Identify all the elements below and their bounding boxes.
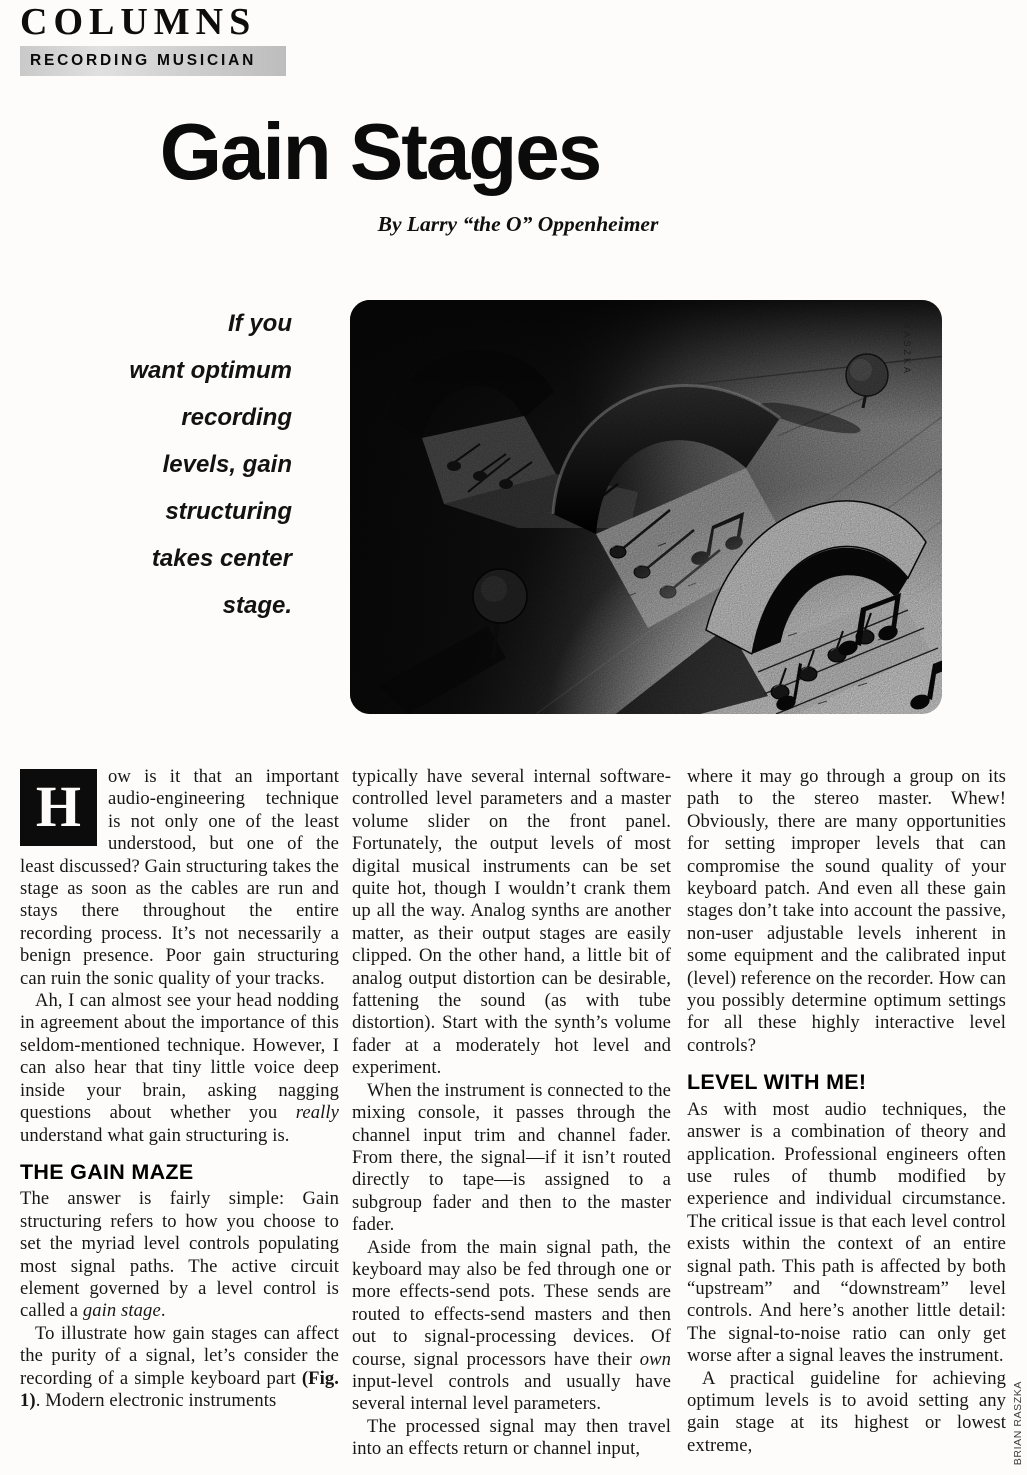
pull-quote [78,300,292,629]
body-paragraph: H ow is it that an important audio-engineering technique is not only one of the least understood, but one of the least discussed? Gain structuring takes the stage as soon as the cables are run and stays there throughout the entire recording process. It’s not necessarily a benign presence. Poor gain structuring can ruin the sonic quality of your tracks. [20,766,339,989]
article-illustration [348,296,946,720]
kicker-bar [20,46,286,76]
illustration-drawing [348,296,946,720]
body-paragraph: The answer is fairly simple: Gain structuring refers to how you choose to set the myriad level controls populating most signal paths. The active circuit element governed by a level control is called a gain stage. [20,1188,339,1322]
body-paragraph: To illustrate how gain stages can affect the purity of a signal, let’s consider the recording of a simple keyboard part (Fig. 1). Modern electronic instruments [20,1322,339,1411]
body-paragraph: As with most audio techniques, the answer is a combination of theory and application. Professional engineers often use rules of thumb modified by experience and individual circumstance. The critical issue is that each level control exists within the context of an entire signal path. This path is affected by both “upstream” and “downstream” level controls. And here’s another little detail: The signal-to-noise ratio can only get worse after a signal leaves the instrument. [687,1098,1006,1367]
body-paragraph: When the instrument is connected to the mixing console, it passes through the channel input trim and channel fader. From there, the signal—if it isn’t routed directly to tape—is assigned to a subgroup fader and then to the master fader. [352,1079,671,1236]
section-heading: THE GAIN MAZE [20,1159,194,1184]
illustrator-credit: BRIAN RASZKA [1012,1380,1024,1465]
byline: By Larry “the O” Oppenheimer [377,212,659,236]
body-paragraph: A practical guideline for achieving optimum levels is to avoid setting any gain stage at its highest or lowest extreme, [687,1367,1006,1456]
body-paragraph: where it may go through a group on its path to the stereo master. Whew! Obviously, there are many opportunities for setting improper levels that can compromise the sound quality of your keyboard patch. And even all these gain stages don’t take into account the passive, non-user adjustable levels inherent in some equipment and the calibrated input (level) reference on the recorder. How can you possibly determine optimum settings for all these highly interactive level controls? [687,766,1006,1056]
body-paragraph: typically have several internal software-controlled level parameters and a master volume slider on the front panel. Fortunately, the output levels of most digital musical instruments can be set quite hot, though I wouldn’t crank them up all the way. Analog synths are another matter, as their output stages are easily clipped. On the other hand, a little bit of analog output distortion can be desirable, fattening the sound (as with tube distortion). Start with the synth’s volume fader at a moderately hot level and experiment. [352,766,671,1079]
body-paragraph: The processed signal may then travel into an effects return or channel input, [352,1415,671,1460]
masthead [20,2,286,76]
pull-quote-line: takes center [151,545,292,572]
section-label: COLUMNS [20,1,257,43]
pull-quote-line: levels, gain [162,451,292,478]
article-title: Gain Stages [159,107,601,196]
body-column-1 [20,766,339,1472]
kicker-label: RECORDING MUSICIAN [30,51,257,69]
pull-quote-line: stage. [222,592,292,619]
drop-cap: H [20,769,97,846]
body-paragraph: Ah, I can almost see your head nodding in agreement about the importance of this seldom-mentioned technique. However, I can also hear that tiny little voice deep inside your brain, asking nagging questions about whether you really understand what gain structuring is. [20,990,339,1146]
pull-quote-line: recording [181,404,292,431]
body-column-3 [687,766,1006,1472]
body-column-2 [352,766,671,1472]
body-paragraph: Aside from the main signal path, the keyboard may also be fed through one or more effects-send pots. These sends are routed to effects-send masters and then out to signal-processing devices. Of course, signal processors have their own input-level controls and usually have several internal level parameters. [352,1236,671,1415]
pull-quote-line: If you [228,310,292,337]
pull-quote-line: structuring [165,498,292,525]
section-heading: LEVEL WITH ME! [687,1070,867,1095]
pull-quote-line: want optimum [129,357,292,384]
